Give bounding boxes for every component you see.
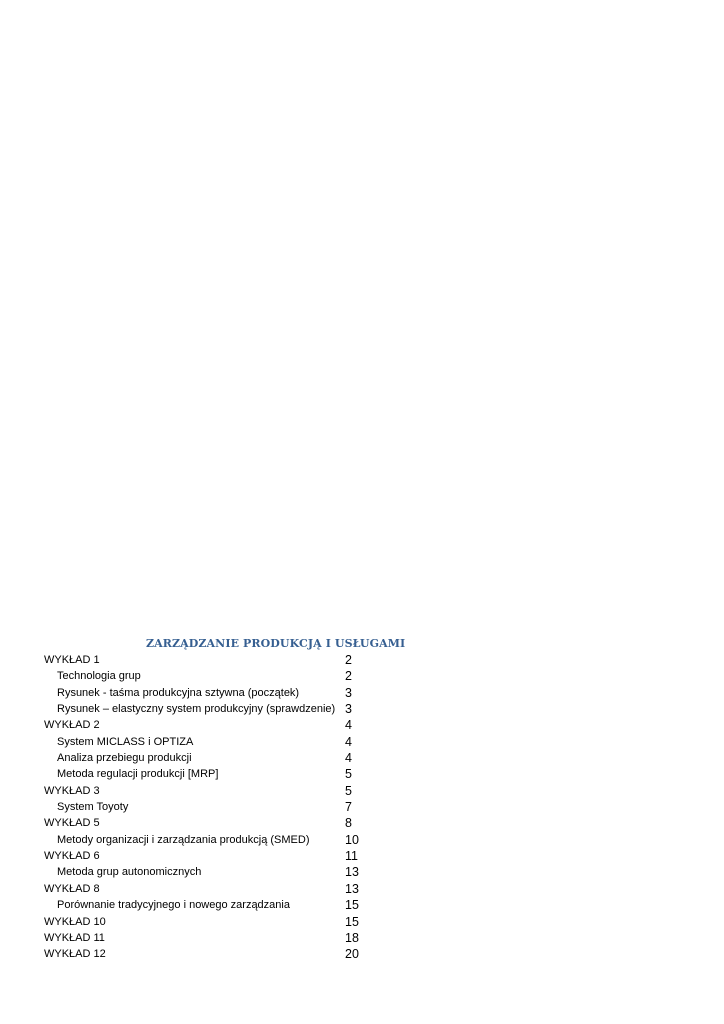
toc-entry-title[interactable]: WYKŁAD 12 [44, 948, 106, 961]
toc-entry-title[interactable]: Metody organizacji i zarządzania produkcją (SMED) [57, 833, 310, 846]
toc-page-number: 5 [345, 767, 352, 782]
toc-entry-title[interactable]: Rysunek – elastyczny system produkcyjny (sprawdzenie) [57, 703, 336, 716]
toc-entry-title[interactable]: Technologia grup [57, 670, 141, 683]
toc-row[interactable] [0, 897, 724, 913]
toc-row[interactable] [0, 799, 724, 815]
toc-entry-title[interactable]: Analiza przebiegu produkcji [57, 752, 192, 765]
toc-page-number: 18 [345, 930, 359, 945]
toc-row[interactable] [0, 783, 724, 799]
toc-page-number: 11 [345, 849, 358, 864]
toc-page-number: 2 [345, 653, 352, 667]
toc-row[interactable] [0, 652, 724, 668]
toc-page-number: 4 [345, 751, 352, 766]
toc-entry-title[interactable]: Porównanie tradycyjnego i nowego zarządzania [57, 899, 290, 912]
toc-entry-title[interactable]: WYKŁAD 2 [44, 719, 100, 732]
toc-page-number: 15 [345, 914, 359, 929]
toc-page-number: 2 [345, 669, 352, 684]
toc-row[interactable] [0, 930, 724, 946]
toc-row[interactable] [0, 668, 724, 684]
toc-row[interactable] [0, 734, 724, 750]
toc-entry-title[interactable]: Metoda regulacji produkcji [MRP] [57, 768, 219, 781]
toc-row[interactable] [0, 946, 724, 962]
toc-row[interactable] [0, 881, 724, 897]
toc-entry-title[interactable]: WYKŁAD 11 [44, 931, 105, 944]
toc-page-number: 7 [345, 800, 352, 815]
toc-page-number: 10 [345, 832, 359, 847]
toc-entry-title[interactable]: WYKŁAD 1 [44, 654, 100, 666]
table-of-contents [0, 652, 724, 963]
toc-row[interactable] [0, 766, 724, 782]
toc-page-number: 3 [345, 685, 352, 700]
toc-entry-title[interactable]: WYKŁAD 5 [44, 817, 100, 830]
toc-row[interactable] [0, 717, 724, 733]
toc-page-number: 20 [345, 947, 359, 962]
toc-page-number: 4 [345, 718, 352, 733]
toc-entry-title[interactable]: WYKŁAD 8 [44, 882, 100, 895]
toc-page-number: 4 [345, 734, 352, 749]
toc-page-number: 5 [345, 783, 352, 798]
toc-entry-title[interactable]: WYKŁAD 3 [44, 784, 100, 797]
toc-entry-title[interactable]: Metoda grup autonomicznych [57, 866, 202, 879]
toc-row[interactable] [0, 832, 724, 848]
toc-entry-title[interactable]: Rysunek - taśma produkcyjna sztywna (początek) [57, 686, 300, 699]
toc-row[interactable] [0, 864, 724, 880]
toc-entry-title[interactable]: WYKŁAD 10 [44, 915, 106, 928]
toc-page-number: 15 [345, 898, 359, 913]
toc-page-number: 8 [345, 816, 352, 831]
toc-row[interactable] [0, 914, 724, 930]
toc-row[interactable] [0, 701, 724, 717]
toc-page-number: 3 [345, 702, 352, 717]
toc-page-number: 13 [345, 865, 359, 880]
toc-row[interactable] [0, 815, 724, 831]
toc-page-number: 13 [345, 881, 359, 896]
toc-entry-title[interactable]: System Toyoty [57, 801, 129, 814]
toc-title: ZARZĄDZANIE PRODUKCJĄ I USŁUGAMI [146, 637, 406, 650]
toc-row[interactable] [0, 750, 724, 766]
toc-row[interactable] [0, 848, 724, 864]
toc-row[interactable] [0, 685, 724, 701]
toc-entry-title[interactable]: System MICLASS i OPTIZA [57, 735, 194, 748]
toc-entry-title[interactable]: WYKŁAD 6 [44, 850, 100, 863]
